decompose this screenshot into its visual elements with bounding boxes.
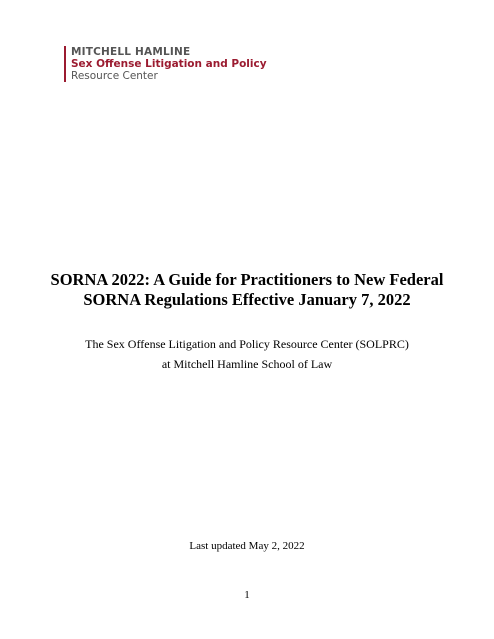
title-line-1: SORNA 2022: A Guide for Practitioners to New Federal [50,270,444,289]
logo-line-institution: MITCHELL HAMLINE [71,46,191,58]
logo-line-center-name: Sex Offense Litigation and Policy [71,58,267,70]
logo-accent-bar [64,46,66,82]
institution-logo [64,46,267,82]
author-line-2: at Mitchell Hamline School of Law [161,357,333,371]
page-number: 1 [244,589,250,601]
document-title [0,270,494,310]
document-author [0,334,494,374]
logo-text [71,46,267,82]
author-line-1: The Sex Offense Litigation and Policy Resource Center (SOLPRC) [85,337,409,351]
logo-line-center-type: Resource Center [71,70,158,82]
title-line-2: SORNA Regulations Effective January 7, 2022 [83,290,411,309]
last-updated: Last updated May 2, 2022 [189,540,305,552]
